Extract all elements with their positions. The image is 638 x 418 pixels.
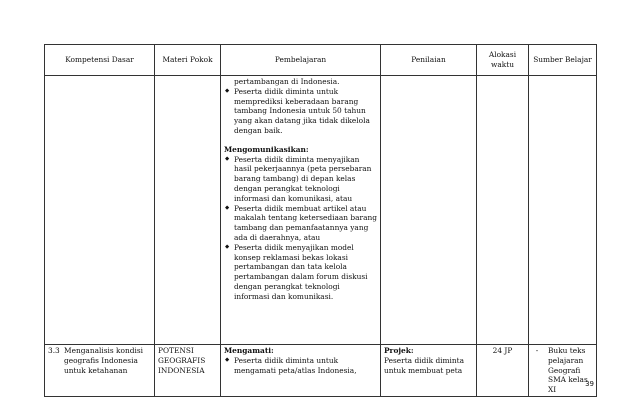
header-alokasi: Alokasi waktu — [477, 45, 529, 76]
header-penilaian: Penilaian — [381, 45, 477, 76]
cell-empty — [45, 76, 155, 345]
cell-empty — [155, 76, 221, 345]
cell-empty — [381, 76, 477, 345]
sumber-text: Buku teks pelajaran Geografi SMA kelas XI — [548, 346, 588, 395]
cell-penilaian — [381, 345, 477, 397]
cell-empty — [529, 76, 597, 345]
penilaian-text: Peserta didik diminta untuk membuat peta — [384, 355, 465, 375]
cell-materi: POTENSI GEOGRAFIS INDONESIA — [155, 345, 221, 397]
list-item: ◆ Peserta didik diminta menyajikan hasil pekerjaannya (peta persebaran barang tambang) di depan kelas dengan perangkat teknologi informasi dan komunikasi, atau — [224, 155, 377, 204]
syllabus-table — [44, 44, 597, 397]
cell-empty — [477, 76, 529, 345]
header-pembelajaran: Pembelajaran — [221, 45, 381, 76]
page-number: 39 — [585, 380, 594, 388]
table-row — [45, 345, 597, 397]
penilaian-title: Projek: — [384, 346, 414, 355]
header-row — [45, 45, 597, 76]
cell-pembelajaran — [221, 76, 381, 345]
header-kd: Kompetensi Dasar — [45, 45, 155, 76]
kd-number: 3.3 — [48, 346, 60, 355]
table-row — [45, 76, 597, 345]
header-sumber: Sumber Belajar — [529, 45, 597, 76]
dash-marker: - — [535, 346, 539, 355]
cell-alokasi: 24 JP — [477, 345, 529, 397]
cell-sumber — [529, 345, 597, 397]
bullet-list — [224, 87, 377, 136]
list-item: ◆ Peserta didik membuat artikel atau makalah tentang ketersediaan barang tambang dan pemanfaatannya yang ada di daerahnya, atau — [224, 204, 377, 243]
list-item: ◆ Peserta didik diminta untuk mengamati peta/atlas Indonesia, — [224, 356, 377, 376]
kd-text: Menganalisis kondisi geografis Indonesia untuk ketahanan — [64, 346, 143, 375]
bullet-list — [224, 356, 377, 376]
cell-pembelajaran — [221, 345, 381, 397]
list-item: ◆ Peserta didik diminta untuk memprediksi keberadaan barang tambang Indonesia untuk 50 tahun yang akan datang jika tidak dikelola dengan baik. — [224, 87, 377, 136]
list-item: ◆ Peserta didik menyajikan model konsep reklamasi bekas lokasi pertambangan dan tata kelola pertambangan dalam forum diskusi dengan perangkat teknologi informasi dan komunikasi. — [224, 243, 377, 302]
list-item — [532, 346, 593, 395]
header-materi: Materi Pokok — [155, 45, 221, 76]
section-title: Mengomunikasikan: — [224, 144, 309, 154]
section-title: Mengamati: — [224, 346, 274, 355]
continued-text: pertambangan di Indonesia. — [234, 77, 340, 86]
cell-kd — [45, 345, 155, 397]
bullet-list — [224, 155, 377, 302]
